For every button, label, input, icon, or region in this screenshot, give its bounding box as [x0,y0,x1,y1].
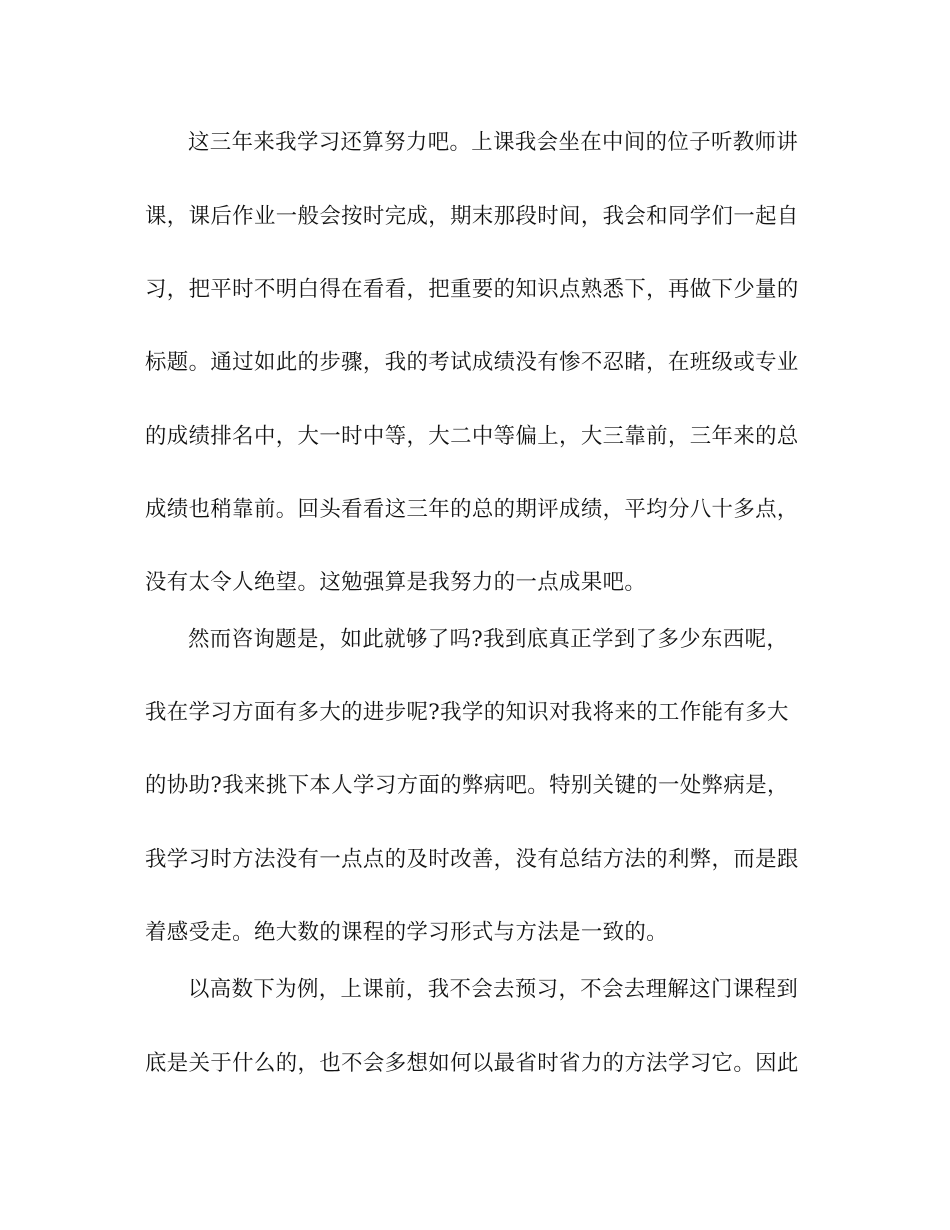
paragraph-2-line-4: 我学习时方法没有一点点的及时改善，没有总结方法的利弊，而是跟 [145,847,799,872]
paragraph-3-line-2: 底是关于什么的，也不会多想如何以最省时省力的方法学习它。因此 [145,1051,799,1076]
paragraph-1-line-1: 这三年来我学习还算努力吧。上课我会坐在中间的位子听教师讲 [188,130,799,155]
paragraph-1-line-4: 标题。通过如此的步骤，我的考试成绩没有惨不忍睹，在班级或专业 [145,350,799,375]
paragraph-2-line-1: 然而咨询题是，如此就够了吗?我到底真正学到了多少东西呢， [188,627,789,652]
paragraph-1-line-2: 课，课后作业一般会按时完成，期末那段时间，我会和同学们一起自 [145,204,799,229]
paragraph-2-line-2: 我在学习方面有多大的进步呢?我学的知识对我将来的工作能有多大 [145,700,789,725]
paragraph-1-line-5: 的成绩排名中，大一时中等，大二中等偏上，大三靠前，三年来的总 [145,424,799,449]
paragraph-2-line-5: 着感受走。绝大数的课程的学习形式与方法是一致的。 [145,920,668,945]
paragraph-1-line-3: 习，把平时不明白得在看看，把重要的知识点熟悉下，再做下少量的 [145,277,799,302]
paragraph-2-line-3: 的协助?我来挑下本人学习方面的弊病吧。特别关键的一处弊病是， [145,773,789,798]
paragraph-3-line-1: 以高数下为例，上课前，我不会去预习，不会去理解这门课程到 [188,977,799,1002]
paragraph-1-line-7: 没有太令人绝望。这勉强算是我努力的一点成果吧。 [145,570,647,595]
paragraph-1-line-6: 成绩也稍靠前。回头看看这三年的总的期评成绩，平均分八十多点， [145,497,799,522]
